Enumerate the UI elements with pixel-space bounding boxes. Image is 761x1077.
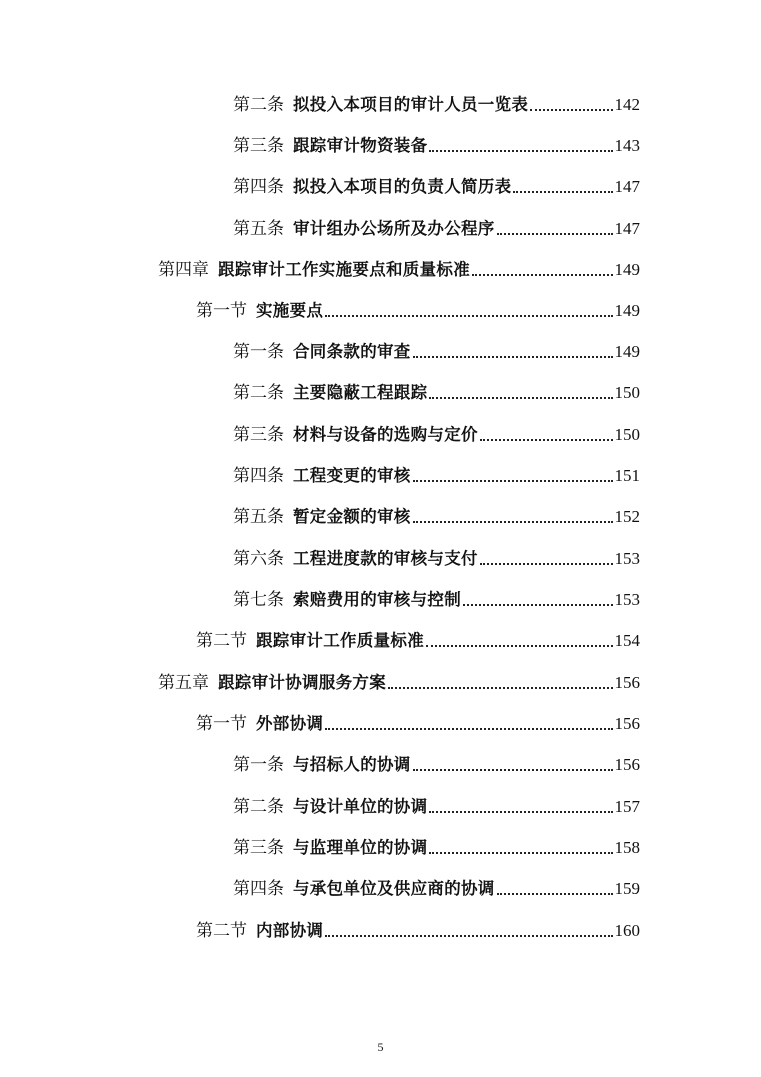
toc-entry-title: 实施要点 xyxy=(256,301,324,320)
toc-dot-leader xyxy=(325,728,612,730)
toc-entry-number: 第二节 xyxy=(196,631,247,651)
toc-entry-title: 跟踪审计工作实施要点和质量标准 xyxy=(218,260,470,279)
toc-entry[interactable] xyxy=(233,210,640,240)
toc-entry-page: 150 xyxy=(614,425,640,444)
toc-entry-section[interactable] xyxy=(196,292,640,322)
toc-entry-title: 审计组办公场所及办公程序 xyxy=(293,219,495,238)
toc-entry-number: 第一节 xyxy=(196,301,247,321)
toc-entry-title: 工程进度款的审核与支付 xyxy=(293,549,478,568)
toc-entry[interactable] xyxy=(233,333,640,363)
toc-entry-page: 150 xyxy=(614,383,640,402)
toc-entry-page: 156 xyxy=(614,755,640,774)
toc-entry-title: 跟踪审计物资装备 xyxy=(293,136,428,155)
toc-dot-leader xyxy=(325,315,612,317)
toc-entry[interactable] xyxy=(233,416,640,446)
toc-entry-number: 第六条 xyxy=(233,549,284,569)
toc-entry-page: 151 xyxy=(614,466,640,485)
toc-entry-number: 第二节 xyxy=(196,921,247,941)
toc-dot-leader xyxy=(472,274,613,276)
toc-entry-page: 149 xyxy=(614,260,640,279)
toc-entry-section[interactable] xyxy=(196,705,640,735)
toc-entry-title: 与承包单位及供应商的协调 xyxy=(293,879,495,898)
toc-dot-leader xyxy=(513,191,612,193)
toc-entry-title: 与监理单位的协调 xyxy=(293,838,428,857)
toc-entry-title: 工程变更的审核 xyxy=(293,466,411,485)
toc-entry[interactable] xyxy=(233,168,640,198)
toc-dot-leader xyxy=(429,852,612,854)
toc-entry-number: 第三条 xyxy=(233,136,284,156)
toc-entry-number: 第五条 xyxy=(233,507,284,527)
toc-dot-leader xyxy=(480,563,613,565)
toc-entry-number: 第一节 xyxy=(196,714,247,734)
toc-entry-section[interactable] xyxy=(196,912,640,942)
toc-entry[interactable] xyxy=(233,540,640,570)
toc-entry-title: 材料与设备的选购与定价 xyxy=(293,425,478,444)
toc-entry-number: 第四条 xyxy=(233,879,284,899)
toc-dot-leader xyxy=(530,109,612,111)
toc-entry[interactable] xyxy=(233,581,640,611)
toc-dot-leader xyxy=(497,893,613,895)
toc-entry[interactable] xyxy=(233,829,640,859)
toc-entry-page: 153 xyxy=(614,590,640,609)
toc-dot-leader xyxy=(388,687,613,689)
toc-entry-title: 暂定金额的审核 xyxy=(293,507,411,526)
toc-entry[interactable] xyxy=(233,374,640,404)
toc-entry-title: 主要隐蔽工程跟踪 xyxy=(293,383,428,402)
toc-entry-chapter[interactable] xyxy=(158,664,640,694)
toc-entry-page: 142 xyxy=(614,95,640,114)
toc-entry-number: 第三条 xyxy=(233,838,284,858)
toc-entry-number: 第四条 xyxy=(233,177,284,197)
toc-entry[interactable] xyxy=(233,746,640,776)
toc-entry-page: 152 xyxy=(614,507,640,526)
toc-dot-leader xyxy=(413,521,613,523)
toc-entry-number: 第二条 xyxy=(233,797,284,817)
toc-entry-chapter[interactable] xyxy=(158,251,640,281)
toc-entry-number: 第七条 xyxy=(233,590,284,610)
toc-entry[interactable] xyxy=(233,870,640,900)
toc-entry-page: 147 xyxy=(614,219,640,238)
toc-entry[interactable] xyxy=(233,788,640,818)
toc-entry[interactable] xyxy=(233,498,640,528)
toc-dot-leader xyxy=(413,769,613,771)
toc-entry-page: 159 xyxy=(614,879,640,898)
toc-dot-leader xyxy=(463,604,613,606)
toc-entry-page: 156 xyxy=(614,673,640,692)
toc-entry-title: 拟投入本项目的审计人员一览表 xyxy=(293,95,529,114)
toc-entry-page: 156 xyxy=(614,714,640,733)
toc-dot-leader xyxy=(413,480,613,482)
toc-entry-number: 第四章 xyxy=(158,260,209,280)
toc-entry-page: 149 xyxy=(614,301,640,320)
toc-dot-leader xyxy=(413,356,613,358)
toc-entry-page: 143 xyxy=(614,136,640,155)
toc-entry-page: 160 xyxy=(614,921,640,940)
toc-entry-title: 与招标人的协调 xyxy=(293,755,411,774)
toc-entry-title: 与设计单位的协调 xyxy=(293,797,428,816)
toc-entry-title: 跟踪审计工作质量标准 xyxy=(256,631,424,650)
toc-dot-leader xyxy=(429,150,612,152)
toc-entry-title: 外部协调 xyxy=(256,714,324,733)
toc-entry-page: 158 xyxy=(614,838,640,857)
toc-entry-title: 内部协调 xyxy=(256,921,324,940)
page-number: 5 xyxy=(377,1040,384,1054)
toc-entry-number: 第五条 xyxy=(233,219,284,239)
toc-entry-page: 154 xyxy=(614,631,640,650)
toc-entry-number: 第四条 xyxy=(233,466,284,486)
toc-entry-page: 147 xyxy=(614,177,640,196)
toc-dot-leader xyxy=(325,935,612,937)
toc-entry-number: 第一条 xyxy=(233,755,284,775)
toc-entry-title: 跟踪审计协调服务方案 xyxy=(218,673,386,692)
toc-dot-leader xyxy=(426,645,613,647)
toc-entry-number: 第二条 xyxy=(233,383,284,403)
toc-entry-number: 第三条 xyxy=(233,425,284,445)
toc-entry-section[interactable] xyxy=(196,622,640,652)
toc-entry-title: 拟投入本项目的负责人简历表 xyxy=(293,177,512,196)
toc-entry-page: 153 xyxy=(614,549,640,568)
toc-entry-number: 第五章 xyxy=(158,673,209,693)
toc-entry-page: 149 xyxy=(614,342,640,361)
toc-entry-title: 合同条款的审查 xyxy=(293,342,411,361)
toc-dot-leader xyxy=(429,397,612,399)
toc-dot-leader xyxy=(429,811,612,813)
toc-entry[interactable] xyxy=(233,457,640,487)
toc-entry[interactable] xyxy=(233,86,640,116)
toc-entry-number: 第二条 xyxy=(233,95,284,115)
toc-dot-leader xyxy=(480,439,613,441)
toc-entry-page: 157 xyxy=(614,797,640,816)
toc-entry-number: 第一条 xyxy=(233,342,284,362)
toc-entry[interactable] xyxy=(233,127,640,157)
toc-dot-leader xyxy=(497,233,613,235)
toc-entry-title: 索赔费用的审核与控制 xyxy=(293,590,461,609)
